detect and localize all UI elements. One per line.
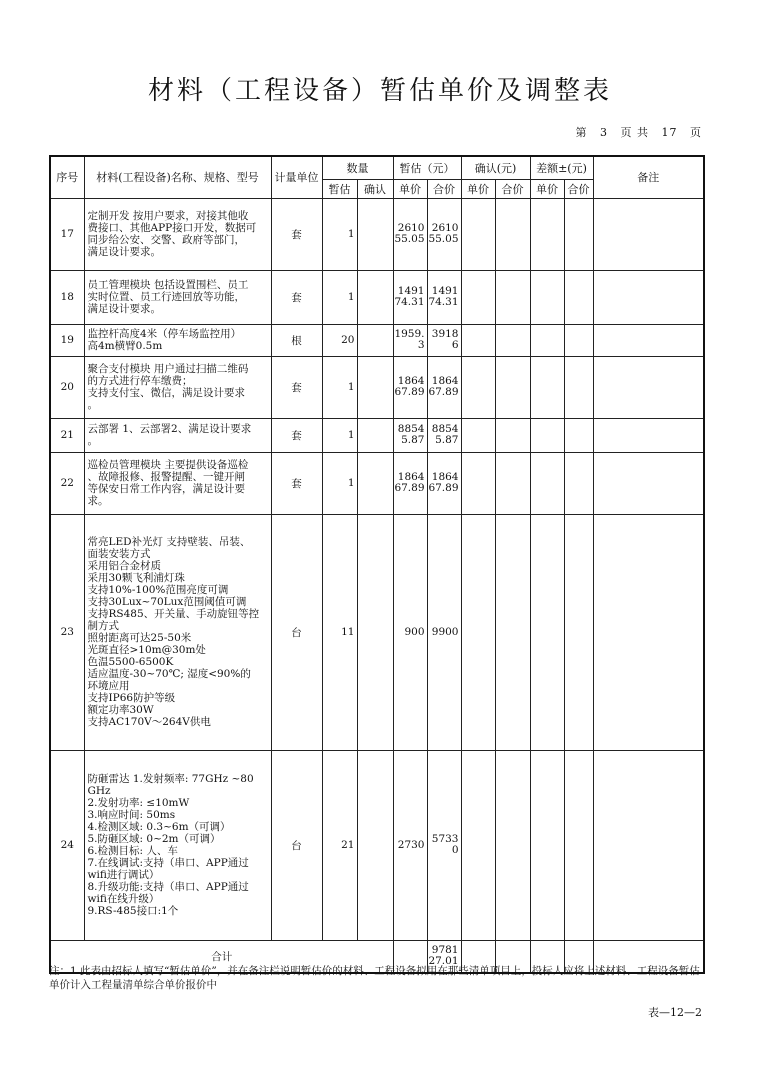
row-name: 云部署 1、云部署2、满足设计要求 。 [84, 418, 271, 452]
row-est-unit-price: 1959.3 [393, 324, 427, 356]
header-remark: 备注 [593, 156, 704, 198]
row-est-total: 261055.05 [427, 198, 461, 270]
row-remark [593, 198, 704, 270]
header-qty: 数量 [322, 156, 393, 179]
header-seq: 序号 [50, 156, 84, 198]
row-est-total: 9900 [427, 514, 461, 750]
row-remark [593, 750, 704, 940]
row-qty-est: 1 [322, 418, 357, 452]
page-total: 17 [661, 126, 678, 139]
row-est-total: 186467.89 [427, 356, 461, 418]
table-row [50, 452, 704, 514]
row-diff-total [564, 270, 593, 324]
row-conf-total [495, 418, 530, 452]
row-est-total: 88545.87 [427, 418, 461, 452]
header-diff: 差额±(元) [530, 156, 593, 179]
header-est-unit: 单价 [393, 179, 427, 198]
row-seq: 18 [50, 270, 84, 324]
row-unit: 台 [271, 750, 322, 940]
row-qty-conf [357, 198, 393, 270]
row-qty-conf [357, 324, 393, 356]
row-unit: 套 [271, 452, 322, 514]
row-conf-unit-price [461, 356, 495, 418]
row-qty-est: 1 [322, 356, 357, 418]
row-qty-conf [357, 452, 393, 514]
header-conf: 确认(元) [461, 156, 530, 179]
row-remark [593, 324, 704, 356]
row-conf-unit-price [461, 418, 495, 452]
row-conf-total [495, 452, 530, 514]
row-diff-unit-price [530, 270, 564, 324]
row-diff-unit-price [530, 514, 564, 750]
page-number [568, 124, 703, 140]
table-body [50, 198, 704, 973]
row-remark [593, 270, 704, 324]
row-qty-conf [357, 270, 393, 324]
row-name: 巡检员管理模块 主要提供设备巡检 、故障报修、报警提醒、一键开闸 等保安日常工作内容，满足设计要 求。 [84, 452, 271, 514]
row-conf-unit-price [461, 198, 495, 270]
row-name: 监控杆高度4米（停车场监控用） 高4m横臂0.5m [84, 324, 271, 356]
row-est-total: 149174.31 [427, 270, 461, 324]
row-unit: 套 [271, 270, 322, 324]
row-unit: 根 [271, 324, 322, 356]
row-qty-est: 11 [322, 514, 357, 750]
row-est-unit-price: 2730 [393, 750, 427, 940]
table-row [50, 418, 704, 452]
row-diff-total [564, 356, 593, 418]
row-qty-conf [357, 514, 393, 750]
summary-total: 978127.01 [427, 940, 461, 973]
row-est-unit-price: 149174.31 [393, 270, 427, 324]
row-seq: 24 [50, 750, 84, 940]
row-qty-est: 21 [322, 750, 357, 940]
row-conf-unit-price [461, 270, 495, 324]
row-name: 聚合支付模块 用户通过扫描二维码 的方式进行停车缴费； 支持支付宝、微信，满足设计要求 。 [84, 356, 271, 418]
row-seq: 17 [50, 198, 84, 270]
form-code: 表—12—2 [648, 1006, 702, 1019]
header-conf-total: 合价 [495, 179, 530, 198]
row-conf-total [495, 324, 530, 356]
row-qty-est: 1 [322, 452, 357, 514]
header-unit: 计量单位 [271, 156, 322, 198]
row-unit: 套 [271, 418, 322, 452]
row-diff-unit-price [530, 198, 564, 270]
row-diff-total [564, 514, 593, 750]
row-name: 防砸雷达 1.发射频率: 77GHz ~80 GHz 2.发射功率: ≤10mW 3.响应时间: 50ms 4.检测区域: 0.3~6m（可调） 5.防砸区域: 0~2m（可调） 6.检测目标: 人、车 7.在线调试:支持（串口、APP通过 wifi进行调试） 8.升级功能:支持（串口、APP通过 wifi在线升级） 9.RS-485接口:1个 [84, 750, 271, 940]
row-diff-total [564, 418, 593, 452]
header-name: 材料(工程设备)名称、规格、型号 [84, 156, 271, 198]
row-conf-unit-price [461, 324, 495, 356]
row-est-total: 57330 [427, 750, 461, 940]
row-remark [593, 418, 704, 452]
row-name: 定制开发 按用户要求，对接其他收 费接口、其他APP接口开发，数据可 同步给公安、交警、政府等部门， 满足设计要求。 [84, 198, 271, 270]
row-unit: 台 [271, 514, 322, 750]
row-est-unit-price: 186467.89 [393, 356, 427, 418]
row-conf-total [495, 356, 530, 418]
header-qty-est: 暂估 [322, 179, 357, 198]
row-remark [593, 514, 704, 750]
row-est-total: 39186 [427, 324, 461, 356]
row-qty-conf [357, 356, 393, 418]
row-seq: 20 [50, 356, 84, 418]
row-diff-unit-price [530, 452, 564, 514]
row-diff-unit-price [530, 418, 564, 452]
page-suffix: 页 [690, 126, 702, 139]
row-seq: 19 [50, 324, 84, 356]
table-row [50, 198, 704, 270]
row-conf-unit-price [461, 452, 495, 514]
row-conf-total [495, 270, 530, 324]
row-diff-total [564, 198, 593, 270]
table-note: 注：1.此表由招标人填写“暂估单价”，并在备注栏说明暂估价的材料、工程设备拟用在那些清单项目上，投标人应将上述材料、工程设备暂估单价计入工程量清单综合单价报价中 [49, 965, 700, 991]
header-conf-unit: 单价 [461, 179, 495, 198]
row-unit: 套 [271, 356, 322, 418]
row-diff-unit-price [530, 356, 564, 418]
row-diff-total [564, 324, 593, 356]
header-qty-conf: 确认 [357, 179, 393, 198]
row-qty-est: 20 [322, 324, 357, 356]
row-est-unit-price: 186467.89 [393, 452, 427, 514]
row-remark [593, 356, 704, 418]
table-row [50, 324, 704, 356]
summary-label: 合计 [50, 940, 393, 973]
row-qty-conf [357, 750, 393, 940]
estimate-table [49, 155, 705, 974]
row-est-unit-price: 900 [393, 514, 427, 750]
row-diff-unit-price [530, 750, 564, 940]
header-diff-total: 合价 [564, 179, 593, 198]
row-name: 常亮LED补光灯 支持壁装、吊装、 面装安装方式 采用铝合金材质 采用30颗飞利浦灯珠 支持10%-100%范围亮度可调 支持30Lux~70Lux范围阈值可调 支持RS485、开关量、手动旋钮等控 制方式 照射距离可达25-50米 光斑直径>10m@30m处 色温5500-6500K 适应温度-30~70℃; 湿度<90%的 环境应用 支持IP66防护等级 额定功率30W 支持AC170V～264V供电 [84, 514, 271, 750]
row-seq: 23 [50, 514, 84, 750]
row-qty-est: 1 [322, 198, 357, 270]
row-diff-unit-price [530, 324, 564, 356]
page-current: 3 [600, 126, 608, 139]
row-conf-unit-price [461, 750, 495, 940]
row-seq: 22 [50, 452, 84, 514]
table-row [50, 750, 704, 940]
row-est-total: 186467.89 [427, 452, 461, 514]
row-qty-conf [357, 418, 393, 452]
row-conf-total [495, 198, 530, 270]
row-seq: 21 [50, 418, 84, 452]
page-mid: 页 共 [620, 126, 649, 139]
row-conf-total [495, 514, 530, 750]
row-est-unit-price: 261055.05 [393, 198, 427, 270]
row-name: 员工管理模块 包括设置围栏、员工 实时位置、员工行迹回放等功能， 满足设计要求。 [84, 270, 271, 324]
row-diff-total [564, 750, 593, 940]
row-conf-unit-price [461, 514, 495, 750]
table-row [50, 514, 704, 750]
header-diff-unit: 单价 [530, 179, 564, 198]
row-unit: 套 [271, 198, 322, 270]
table-row [50, 270, 704, 324]
page-prefix: 第 [575, 126, 588, 139]
row-est-unit-price: 88545.87 [393, 418, 427, 452]
row-qty-est: 1 [322, 270, 357, 324]
row-remark [593, 452, 704, 514]
header-est-total: 合价 [427, 179, 461, 198]
table-row [50, 356, 704, 418]
page-title: 材料（工程设备）暂估单价及调整表 [147, 76, 612, 106]
row-conf-total [495, 750, 530, 940]
header-est: 暂估（元） [393, 156, 461, 179]
row-diff-total [564, 452, 593, 514]
